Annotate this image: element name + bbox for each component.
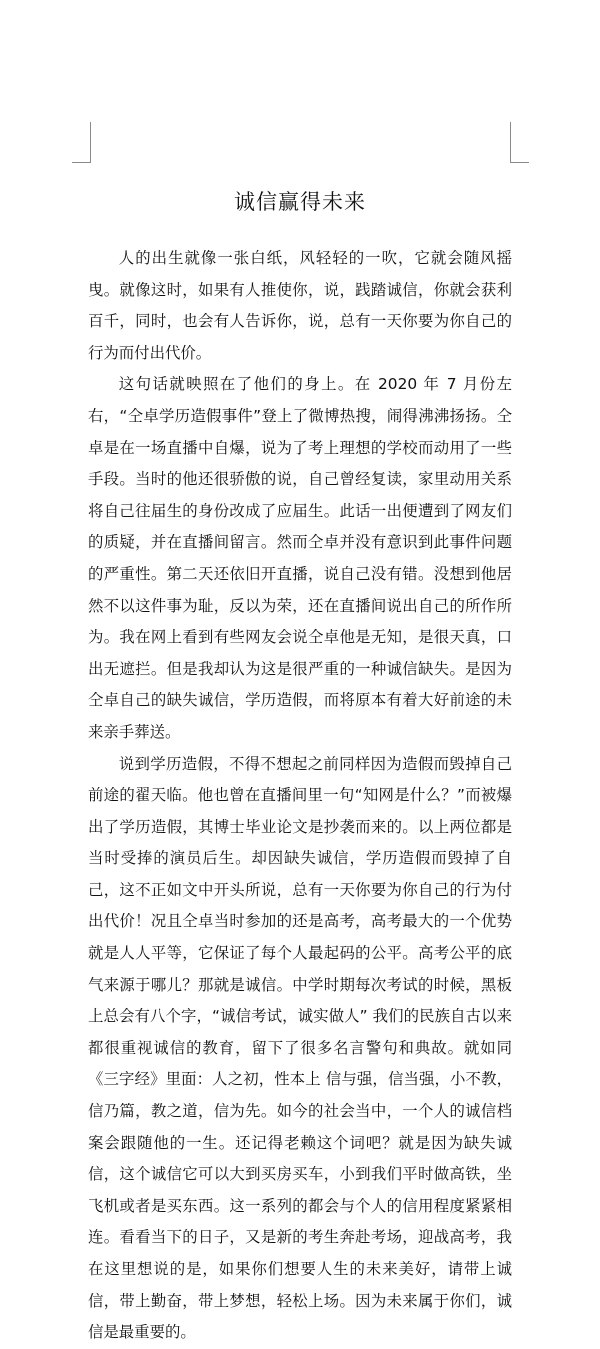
document-body xyxy=(88,243,512,1349)
page-corner-mark-right xyxy=(510,122,529,163)
page-corner-mark-left xyxy=(72,122,91,163)
paragraph: 说到学历造假，不得不想起之前同样因为造假而毁掉自己前途的翟天临。他也曾在直播间里一句“知网是什么？”而被爆出了学历造假，其博士毕业论文是抄袭而来的。以上两位都是当时受捧的演员后生。却因缺失诚信，学历造假而毁掉了自己，这不正如文中开头所说，总有一天你要为你自己的行为付出代价！况且仝卓当时参加的还是高考，高考最大的一个优势就是人人平等，它保证了每个人最起码的公平。高考公平的底气来源于哪儿？那就是诚信。中学时期每次考试的时候，黑板上总会有八个字，“诚信考试，诚实做人” 我们的民族自古以来都很重视诚信的教育，留下了很多名言警句和典故。就如同《三字经》里面：人之初，性本上 信与强，信当强，小不教，信乃篇，教之道，信为先。如今的社会当中，一个人的诚信档案会跟随他的一生。还记得老赖这个词吧？就是因为缺失诚信，这个诚信它可以大到买房买车，小到我们平时做高铁，坐飞机或者是买东西。这一系列的都会与个人的信用程度紧紧相连。看看当下的日子，又是新的考生奔赴考场，迎战高考，我在这里想说的是，如果你们想要人生的未来美好，请带上诚信，带上勤奋，带上梦想，轻松上场。因为未来属于你们，诚信是最重要的。 xyxy=(88,754,512,1342)
paragraph: 人的出生就像一张白纸，风轻轻的一吹，它就会随风摇曳。就像这时，如果有人推使你，说，践踏诚信，你就会获利百千，同时，也会有人告诉你，说，总有一天你要为你自己的行为而付出代价。 xyxy=(88,249,512,362)
document-title: 诚信赢得未来 xyxy=(234,190,366,214)
paragraph: 这句话就映照在了他们的身上。在 2020 年 7 月份左右，“仝卓学历造假事件”登上了微博热搜，闹得沸沸扬扬。仝卓是在一场直播中自爆，说为了考上理想的学校而动用了一些手段。当时的他还很骄傲的说，自己曾经复读，家里动用关系将自己往届生的身份改成了应届生。此话一出便遭到了网友们的质疑，并在直播间留言。然而仝卓并没有意识到此事件问题的严重性。第二天还依旧开直播，说自己没有错。没想到他居然不以这件事为耻，反以为荣，还在直播间说出自己的所作所为。我在网上看到有些网友会说仝卓他是无知，是很天真，口出无遮拦。但是我却认为这是很严重的一种诚信缺失。是因为仝卓自己的缺失诚信，学历造假，而将原本有着大好前途的未来亲手葬送。 xyxy=(88,375,512,741)
